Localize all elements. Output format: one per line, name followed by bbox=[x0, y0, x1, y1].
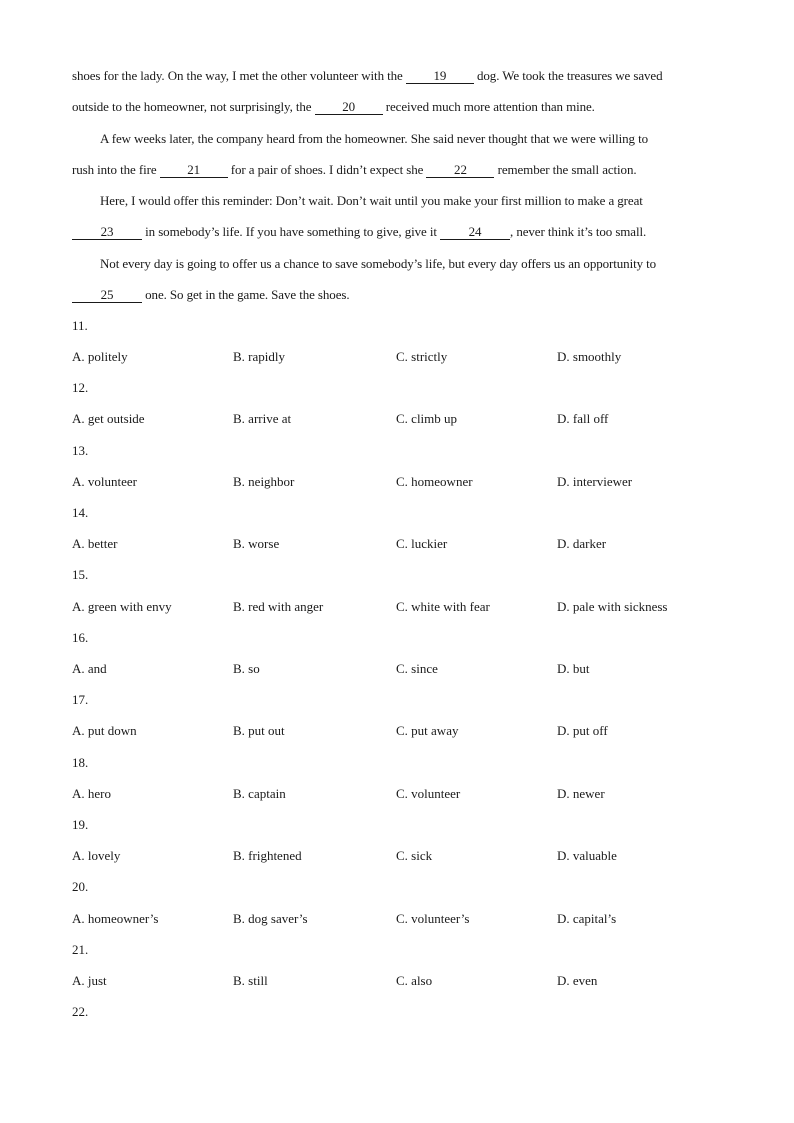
option-c: C. volunteer bbox=[396, 786, 461, 801]
paragraph-2 bbox=[72, 123, 724, 185]
paragraph-3 bbox=[72, 185, 724, 247]
option-d: D. put off bbox=[557, 723, 608, 738]
question-number: 15. bbox=[72, 567, 89, 582]
option-d: D. smoothly bbox=[557, 349, 622, 364]
option-a: A. hero bbox=[72, 786, 111, 801]
text-line bbox=[72, 154, 724, 185]
option-c: C. strictly bbox=[396, 349, 448, 364]
option-b: B. put out bbox=[233, 723, 285, 738]
question-number: 21. bbox=[72, 942, 89, 957]
text-run: dog. We took the treasures we saved bbox=[473, 68, 663, 83]
question-number: 12. bbox=[72, 380, 89, 395]
option-d: D. even bbox=[557, 973, 598, 988]
option-c: C. since bbox=[396, 661, 438, 676]
option-c: C. climb up bbox=[396, 411, 458, 426]
option-b: B. still bbox=[233, 973, 268, 988]
text-line: Not every day is going to offer us a chance to save somebody’s life, but every day offers us an opportunity to bbox=[100, 256, 657, 271]
option-c: C. volunteer’s bbox=[396, 911, 470, 926]
option-c: C. put away bbox=[396, 723, 459, 738]
option-a: A. get outside bbox=[72, 411, 145, 426]
question-number: 20. bbox=[72, 879, 89, 894]
blank-20: 20 bbox=[315, 100, 383, 115]
option-d: D. interviewer bbox=[557, 474, 633, 489]
text-line bbox=[72, 279, 724, 310]
blank-19: 19 bbox=[406, 69, 474, 84]
text-run: for a pair of shoes. I didn’t expect she bbox=[227, 162, 427, 177]
text-run: remember the small action. bbox=[494, 162, 637, 177]
text-line bbox=[72, 60, 724, 91]
text-run: one. So get in the game. Save the shoes. bbox=[142, 287, 350, 302]
text-run: in somebody’s life. If you have something to give, give it bbox=[142, 224, 441, 239]
blank-25: 25 bbox=[72, 288, 142, 303]
question-number: 18. bbox=[72, 755, 89, 770]
option-d: D. capital’s bbox=[557, 911, 617, 926]
question-number: 14. bbox=[72, 505, 89, 520]
text-run: rush into the fire bbox=[72, 162, 160, 177]
text-line: A few weeks later, the company heard from the homeowner. She said never thought that we were willing to bbox=[100, 131, 649, 146]
option-c: C. also bbox=[396, 973, 433, 988]
question-number: 19. bbox=[72, 817, 89, 832]
option-b: B. neighbor bbox=[233, 474, 295, 489]
option-b: B. dog saver’s bbox=[233, 911, 308, 926]
blank-21: 21 bbox=[160, 163, 228, 178]
option-d: D. darker bbox=[557, 536, 607, 551]
option-b: B. worse bbox=[233, 536, 280, 551]
question-number: 11. bbox=[72, 318, 88, 333]
option-c: C. homeowner bbox=[396, 474, 473, 489]
option-b: B. rapidly bbox=[233, 349, 285, 364]
option-b: B. captain bbox=[233, 786, 286, 801]
option-a: A. green with envy bbox=[72, 599, 172, 614]
question-number: 16. bbox=[72, 630, 89, 645]
paragraph-1 bbox=[72, 60, 724, 122]
question-number: 17. bbox=[72, 692, 89, 707]
option-c: C. white with fear bbox=[396, 599, 490, 614]
option-a: A. and bbox=[72, 661, 107, 676]
text-run: received much more attention than mine. bbox=[382, 99, 595, 114]
option-a: A. volunteer bbox=[72, 474, 137, 489]
text-line bbox=[72, 91, 724, 122]
option-d: D. pale with sickness bbox=[557, 599, 668, 614]
paragraph-4 bbox=[72, 248, 724, 310]
text-run: shoes for the lady. On the way, I met the other volunteer with the bbox=[72, 68, 406, 83]
question-number: 13. bbox=[72, 443, 89, 458]
option-a: A. better bbox=[72, 536, 118, 551]
option-d: D. newer bbox=[557, 786, 605, 801]
option-c: C. sick bbox=[396, 848, 433, 863]
option-d: D. but bbox=[557, 661, 590, 676]
text-run: outside to the homeowner, not surprisingly, the bbox=[72, 99, 315, 114]
blank-23: 23 bbox=[72, 225, 142, 240]
question-number: 22. bbox=[72, 1004, 89, 1019]
option-d: D. valuable bbox=[557, 848, 617, 863]
option-a: A. just bbox=[72, 973, 107, 988]
option-b: B. frightened bbox=[233, 848, 302, 863]
blank-22: 22 bbox=[426, 163, 494, 178]
option-a: A. lovely bbox=[72, 848, 121, 863]
text-line: Here, I would offer this reminder: Don’t wait. Don’t wait until you make your first million to make a great bbox=[100, 193, 643, 208]
text-run: , never think it’s too small. bbox=[510, 224, 647, 239]
option-d: D. fall off bbox=[557, 411, 609, 426]
option-a: A. politely bbox=[72, 349, 128, 364]
option-c: C. luckier bbox=[396, 536, 448, 551]
option-b: B. arrive at bbox=[233, 411, 292, 426]
option-a: A. homeowner’s bbox=[72, 911, 159, 926]
blank-24: 24 bbox=[440, 225, 510, 240]
option-b: B. so bbox=[233, 661, 260, 676]
option-b: B. red with anger bbox=[233, 599, 324, 614]
option-a: A. put down bbox=[72, 723, 137, 738]
text-line bbox=[72, 216, 724, 247]
